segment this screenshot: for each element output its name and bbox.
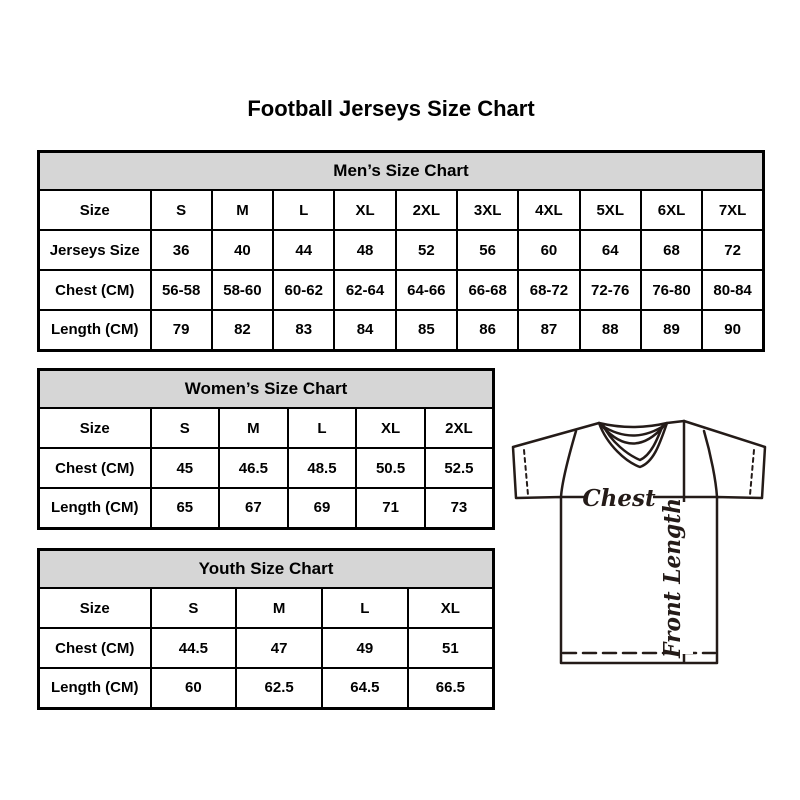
- table-cell: 80-84: [702, 270, 763, 310]
- table-cell: 67: [219, 488, 288, 528]
- table-row: [39, 488, 494, 528]
- table-cell: 51: [408, 628, 494, 668]
- table-cell: 49: [322, 628, 408, 668]
- table-row: [39, 310, 764, 350]
- table-cell: 2XL: [425, 408, 494, 448]
- mens-table-title: Men’s Size Chart: [39, 152, 764, 191]
- jersey-armhole-left: [561, 431, 576, 497]
- jersey-collar-top: [599, 421, 684, 427]
- table-cell: XL: [356, 408, 425, 448]
- jersey-diagram: [500, 405, 790, 675]
- womens-table-title: Women’s Size Chart: [39, 370, 494, 409]
- table-cell: 62-64: [334, 270, 395, 310]
- table-row: [39, 270, 764, 310]
- table-cell: 89: [641, 310, 702, 350]
- table-cell: 82: [212, 310, 273, 350]
- table-cell: 7XL: [702, 190, 763, 230]
- table-cell: 56: [457, 230, 518, 270]
- table-header-row: [39, 370, 494, 409]
- table-row: [39, 448, 494, 488]
- table-cell: 87: [518, 310, 579, 350]
- table-cell: 60-62: [273, 270, 334, 310]
- table-cell: S: [151, 408, 220, 448]
- table-cell: S: [151, 190, 212, 230]
- table-cell: 83: [273, 310, 334, 350]
- row-label: Size: [39, 190, 151, 230]
- table-row: [39, 628, 494, 668]
- row-label: Jerseys Size: [39, 230, 151, 270]
- table-cell: 48.5: [288, 448, 357, 488]
- table-cell: 66-68: [457, 270, 518, 310]
- table-cell: 62.5: [236, 668, 322, 708]
- row-label: Chest (CM): [39, 628, 151, 668]
- table-cell: 68: [641, 230, 702, 270]
- table-cell: 72: [702, 230, 763, 270]
- table-cell: 68-72: [518, 270, 579, 310]
- table-cell: 36: [151, 230, 212, 270]
- table-header-row: [39, 152, 764, 191]
- table-cell: 48: [334, 230, 395, 270]
- mens-size-table: [37, 150, 765, 352]
- table-cell: 47: [236, 628, 322, 668]
- table-cell: 64: [580, 230, 641, 270]
- table-cell: 60: [151, 668, 237, 708]
- table-cell: S: [151, 588, 237, 628]
- table-cell: 76-80: [641, 270, 702, 310]
- table-cell: 71: [356, 488, 425, 528]
- table-cell: XL: [334, 190, 395, 230]
- womens-size-table: [37, 368, 495, 530]
- row-label: Size: [39, 588, 151, 628]
- table-cell: 73: [425, 488, 494, 528]
- jersey-outline: [513, 421, 765, 663]
- table-cell: 64-66: [396, 270, 457, 310]
- table-cell: 88: [580, 310, 641, 350]
- table-cell: M: [212, 190, 273, 230]
- row-label: Length (CM): [39, 310, 151, 350]
- page-title: Football Jerseys Size Chart: [247, 96, 535, 121]
- row-label: Length (CM): [39, 668, 151, 708]
- table-cell: 90: [702, 310, 763, 350]
- table-cell: 3XL: [457, 190, 518, 230]
- table-cell: 58-60: [212, 270, 273, 310]
- table-row: [39, 190, 764, 230]
- table-cell: 45: [151, 448, 220, 488]
- table-cell: 69: [288, 488, 357, 528]
- table-cell: 84: [334, 310, 395, 350]
- table-cell: 72-76: [580, 270, 641, 310]
- table-cell: XL: [408, 588, 494, 628]
- table-cell: 85: [396, 310, 457, 350]
- front-length-label: Front Length: [659, 488, 686, 658]
- jersey-cuff-dash-right: [750, 450, 754, 495]
- table-cell: 52: [396, 230, 457, 270]
- table-cell: 86: [457, 310, 518, 350]
- table-header-row: [39, 550, 494, 589]
- table-row: [39, 408, 494, 448]
- table-cell: 56-58: [151, 270, 212, 310]
- table-cell: 40: [212, 230, 273, 270]
- table-cell: 79: [151, 310, 212, 350]
- youth-size-table: [37, 548, 495, 710]
- row-label: Length (CM): [39, 488, 151, 528]
- row-label: Size: [39, 408, 151, 448]
- row-label: Chest (CM): [39, 270, 151, 310]
- youth-table-title: Youth Size Chart: [39, 550, 494, 589]
- table-cell: 66.5: [408, 668, 494, 708]
- table-cell: L: [288, 408, 357, 448]
- table-row: [39, 668, 494, 708]
- table-cell: 2XL: [396, 190, 457, 230]
- chest-label: Chest: [582, 485, 656, 512]
- row-label: Chest (CM): [39, 448, 151, 488]
- table-cell: L: [322, 588, 408, 628]
- table-cell: M: [219, 408, 288, 448]
- table-cell: 6XL: [641, 190, 702, 230]
- table-cell: 44.5: [151, 628, 237, 668]
- table-row: [39, 230, 764, 270]
- table-cell: 5XL: [580, 190, 641, 230]
- table-row: [39, 588, 494, 628]
- table-cell: 60: [518, 230, 579, 270]
- table-cell: M: [236, 588, 322, 628]
- table-cell: 44: [273, 230, 334, 270]
- table-cell: 64.5: [322, 668, 408, 708]
- table-cell: L: [273, 190, 334, 230]
- table-cell: 65: [151, 488, 220, 528]
- jersey-armhole-right: [704, 431, 717, 497]
- table-cell: 52.5: [425, 448, 494, 488]
- table-cell: 46.5: [219, 448, 288, 488]
- table-cell: 50.5: [356, 448, 425, 488]
- table-cell: 4XL: [518, 190, 579, 230]
- jersey-cuff-dash-left: [524, 450, 528, 495]
